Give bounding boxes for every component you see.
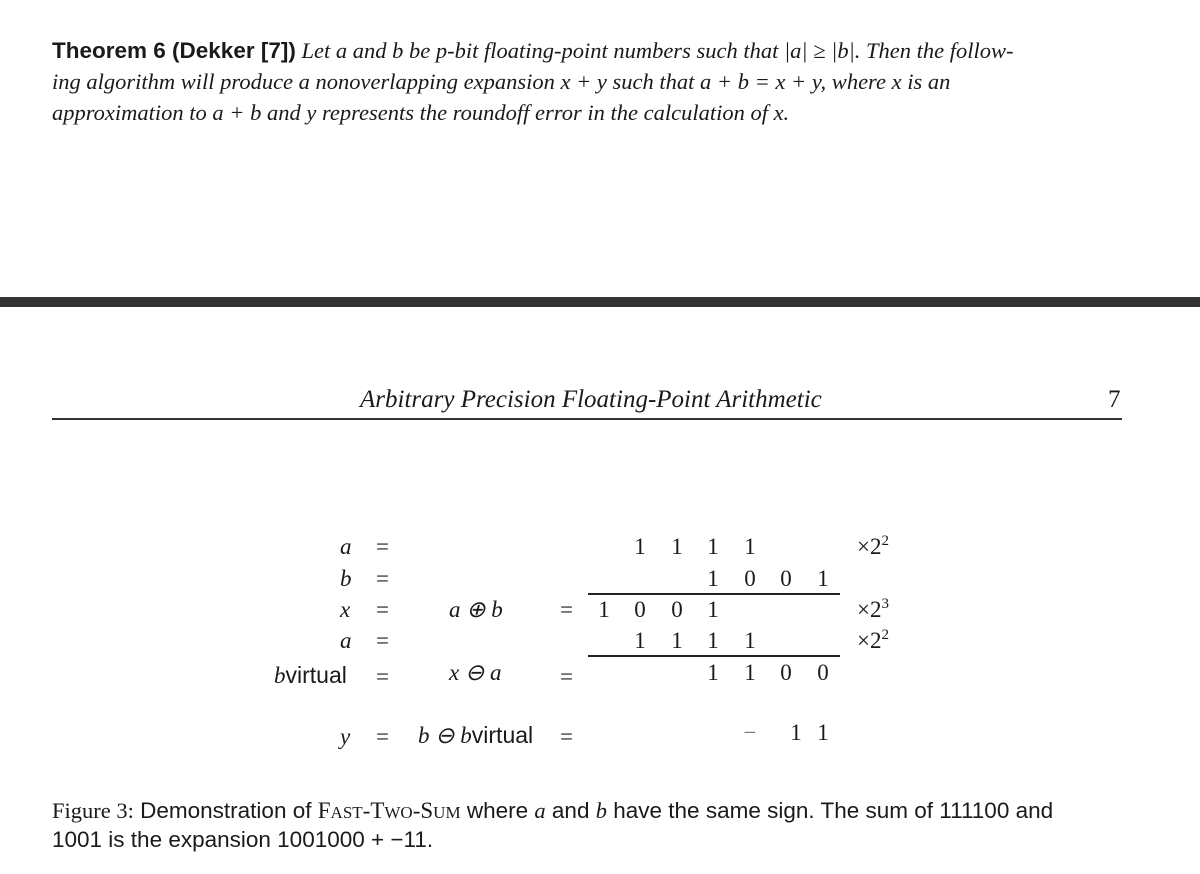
theorem-line-2: ing algorithm will produce a nonoverlapping expansion x + y such that a + b = x + y, where x is an (52, 69, 951, 94)
page-divider (0, 297, 1200, 307)
caption-var: b (595, 798, 607, 823)
row-exponent: 3 (881, 596, 889, 612)
row-lhs-virtual: bvirtual (274, 662, 347, 688)
row-lhs: x (340, 597, 351, 622)
row-expression: x ⊖ a (449, 660, 502, 685)
digit: 0 (744, 566, 756, 591)
digit: 1 (707, 628, 719, 653)
theorem-line-3: approximation to a + b and y represents the roundoff error in the calculation of x. (52, 100, 790, 125)
row-equals: = (376, 534, 389, 559)
sum-rule (588, 593, 840, 595)
digit: 1 (671, 534, 683, 559)
digit-minus: − (743, 720, 757, 745)
row-equals: = (376, 724, 389, 749)
digit: 1 (707, 660, 719, 685)
digit: 1 (744, 660, 756, 685)
row-scale: $\times 2^2$ (857, 627, 889, 653)
digit: 1 (707, 534, 719, 559)
subscript-virtual: virtual (471, 722, 534, 748)
page-number: 7 (1108, 386, 1121, 413)
digit: 1 (707, 597, 719, 622)
row-lhs: y (340, 724, 351, 749)
row-equals-2: = (560, 724, 573, 749)
digit: 1 (598, 597, 610, 622)
digit: 1 (634, 534, 646, 559)
row-expression: a ⊕ b (449, 597, 503, 622)
theorem-line-1 (52, 36, 1014, 66)
caption-line-2: 1001 is the expansion 1001000 + −11. (52, 827, 434, 852)
caption-text: and (551, 798, 590, 823)
digit: 1 (817, 720, 829, 745)
row-lhs: a (340, 628, 352, 653)
theorem-body-1: Let a and b be p-bit floating-point numbers such that |a| ≥ |b|. Then the follow- (301, 38, 1014, 63)
caption-text: have the same sign. The sum of 111100 and (613, 798, 1054, 823)
theorem-heading: Theorem 6 (Dekker [7]) (52, 38, 296, 63)
row-equals-2: = (560, 664, 573, 689)
caption-label: Figure 3: (52, 798, 134, 823)
digit: 0 (780, 566, 792, 591)
row-equals-2: = (560, 597, 573, 622)
subscript-virtual: virtual (285, 662, 347, 688)
digit: 1 (744, 628, 756, 653)
row-equals: = (376, 628, 389, 653)
digit: 0 (780, 660, 792, 685)
caption-text: Demonstration of (140, 798, 312, 823)
digit: 1 (707, 566, 719, 591)
digit: 0 (671, 597, 683, 622)
caption-line-1 (52, 796, 1053, 827)
algorithm-name: FAST-TWO-SUM (317, 798, 461, 823)
digit: 1 (744, 534, 756, 559)
digit: 1 (671, 628, 683, 653)
running-head-title: Arbitrary Precision Floating-Point Arithmetic (360, 386, 822, 413)
digit: 1 (790, 720, 802, 745)
row-equals: = (376, 597, 389, 622)
row-exponent: 2 (881, 627, 889, 643)
caption-text: where (466, 798, 529, 823)
row-lhs: b (340, 566, 352, 591)
difference-rule (588, 655, 840, 657)
row-equals: = (376, 664, 389, 689)
row-scale: $\times 2^3$ (857, 596, 889, 622)
row-expression: b ⊖ bvirtual (418, 722, 534, 748)
digit: 0 (817, 660, 829, 685)
row-lhs: a (340, 534, 352, 559)
digit: 0 (634, 597, 646, 622)
running-head-rule (52, 418, 1122, 420)
caption-var: a (534, 798, 546, 823)
digit: 1 (817, 566, 829, 591)
row-equals: = (376, 566, 389, 591)
row-scale: $\times 2^2$ (857, 533, 889, 559)
row-exponent: 2 (881, 533, 889, 549)
digit: 1 (634, 628, 646, 653)
